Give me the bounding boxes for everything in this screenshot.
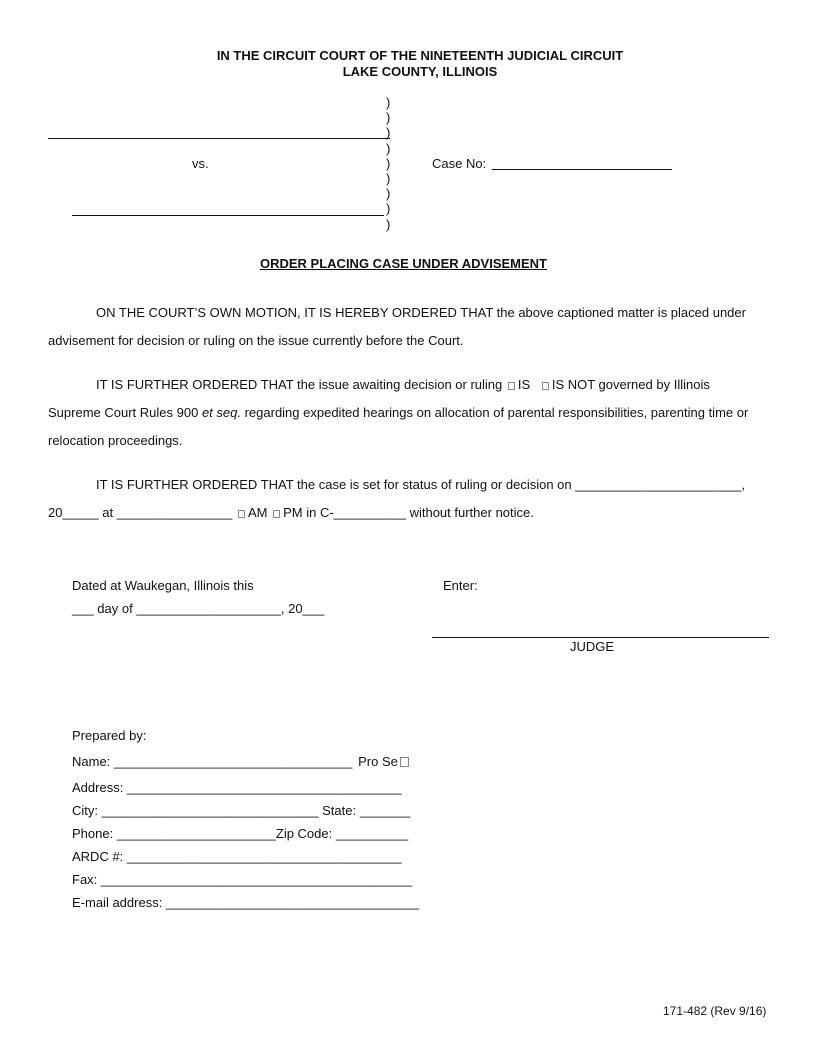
case-no-field[interactable] (492, 169, 672, 170)
para3-line2 (48, 505, 534, 520)
is-label: IS (517, 377, 531, 392)
para2-line2 (48, 405, 748, 420)
prepared-by-label: Prepared by: (72, 728, 147, 743)
para1-line1: ON THE COURT’S OWN MOTION, IT IS HEREBY ORDERED THAT the above captioned matter is placed under (96, 305, 746, 320)
order-title: ORDER PLACING CASE UNDER ADVISEMENT (260, 256, 547, 271)
email-field[interactable]: E-mail address: ___________________________________ (72, 895, 419, 910)
pro-se-label: Pro Se (358, 754, 398, 769)
caption-parens: ) ) ) ) ) ) ) ) ) (386, 95, 391, 232)
fax-field[interactable]: Fax: ___________________________________________ (72, 872, 412, 887)
pro-se-checkbox[interactable] (400, 757, 409, 767)
plaintiff-line[interactable] (48, 138, 390, 139)
para1-line2: advisement for decision or ruling on the issue currently before the Court. (48, 333, 464, 348)
ardc-field[interactable]: ARDC #: ______________________________________ (72, 849, 402, 864)
court-name-line2: LAKE COUNTY, ILLINOIS (342, 64, 498, 79)
judge-signature-line[interactable] (432, 637, 769, 638)
defendant-line[interactable] (72, 215, 384, 216)
name-field[interactable]: Name: _________________________________ Pro Se (72, 754, 412, 769)
para2-line3: relocation proceedings. (48, 433, 183, 448)
court-name-line1: IN THE CIRCUIT COURT OF THE NINETEENTH JUDICIAL CIRCUIT (216, 48, 624, 63)
is-checkbox[interactable] (508, 382, 515, 390)
form-number: 171-482 (Rev 9/16) (663, 1004, 767, 1018)
para2-text: IT IS FURTHER ORDERED THAT the issue awaiting decision or ruling (96, 377, 503, 392)
para2-line1 (96, 377, 710, 392)
judge-label: JUDGE (570, 639, 615, 654)
am-checkbox[interactable] (238, 510, 245, 518)
dated-line2[interactable]: ___ day of ____________________, 20___ (72, 601, 325, 616)
para3-line1: IT IS FURTHER ORDERED THAT the case is set for status of ruling or decision on _______________________, (96, 477, 746, 492)
et-seq: et seq. (201, 405, 241, 420)
am-label: AM (247, 505, 268, 520)
phone-zip-field[interactable]: Phone: ______________________Zip Code: __________ (72, 826, 409, 841)
status-year-time[interactable]: 20_____ at ________________ (48, 505, 233, 520)
pm-courtroom: PM in C-__________ without further notice. (283, 505, 534, 520)
case-no-label: Case No: (432, 156, 487, 171)
address-field[interactable]: Address: ______________________________________ (72, 780, 402, 795)
para2-rest: regarding expedited hearings on allocation of parental responsibilities, parenting time or (244, 405, 749, 420)
pm-checkbox[interactable] (273, 510, 280, 518)
para2-rules: Supreme Court Rules 900 (48, 405, 199, 420)
is-not-label: IS NOT governed by Illinois (551, 377, 710, 392)
is-not-checkbox[interactable] (542, 382, 549, 390)
city-state-field[interactable]: City: ______________________________ State: _______ (72, 803, 411, 818)
vs-label: vs. (192, 156, 209, 171)
enter-label: Enter: (443, 578, 478, 593)
dated-line1: Dated at Waukegan, Illinois this (72, 578, 254, 593)
